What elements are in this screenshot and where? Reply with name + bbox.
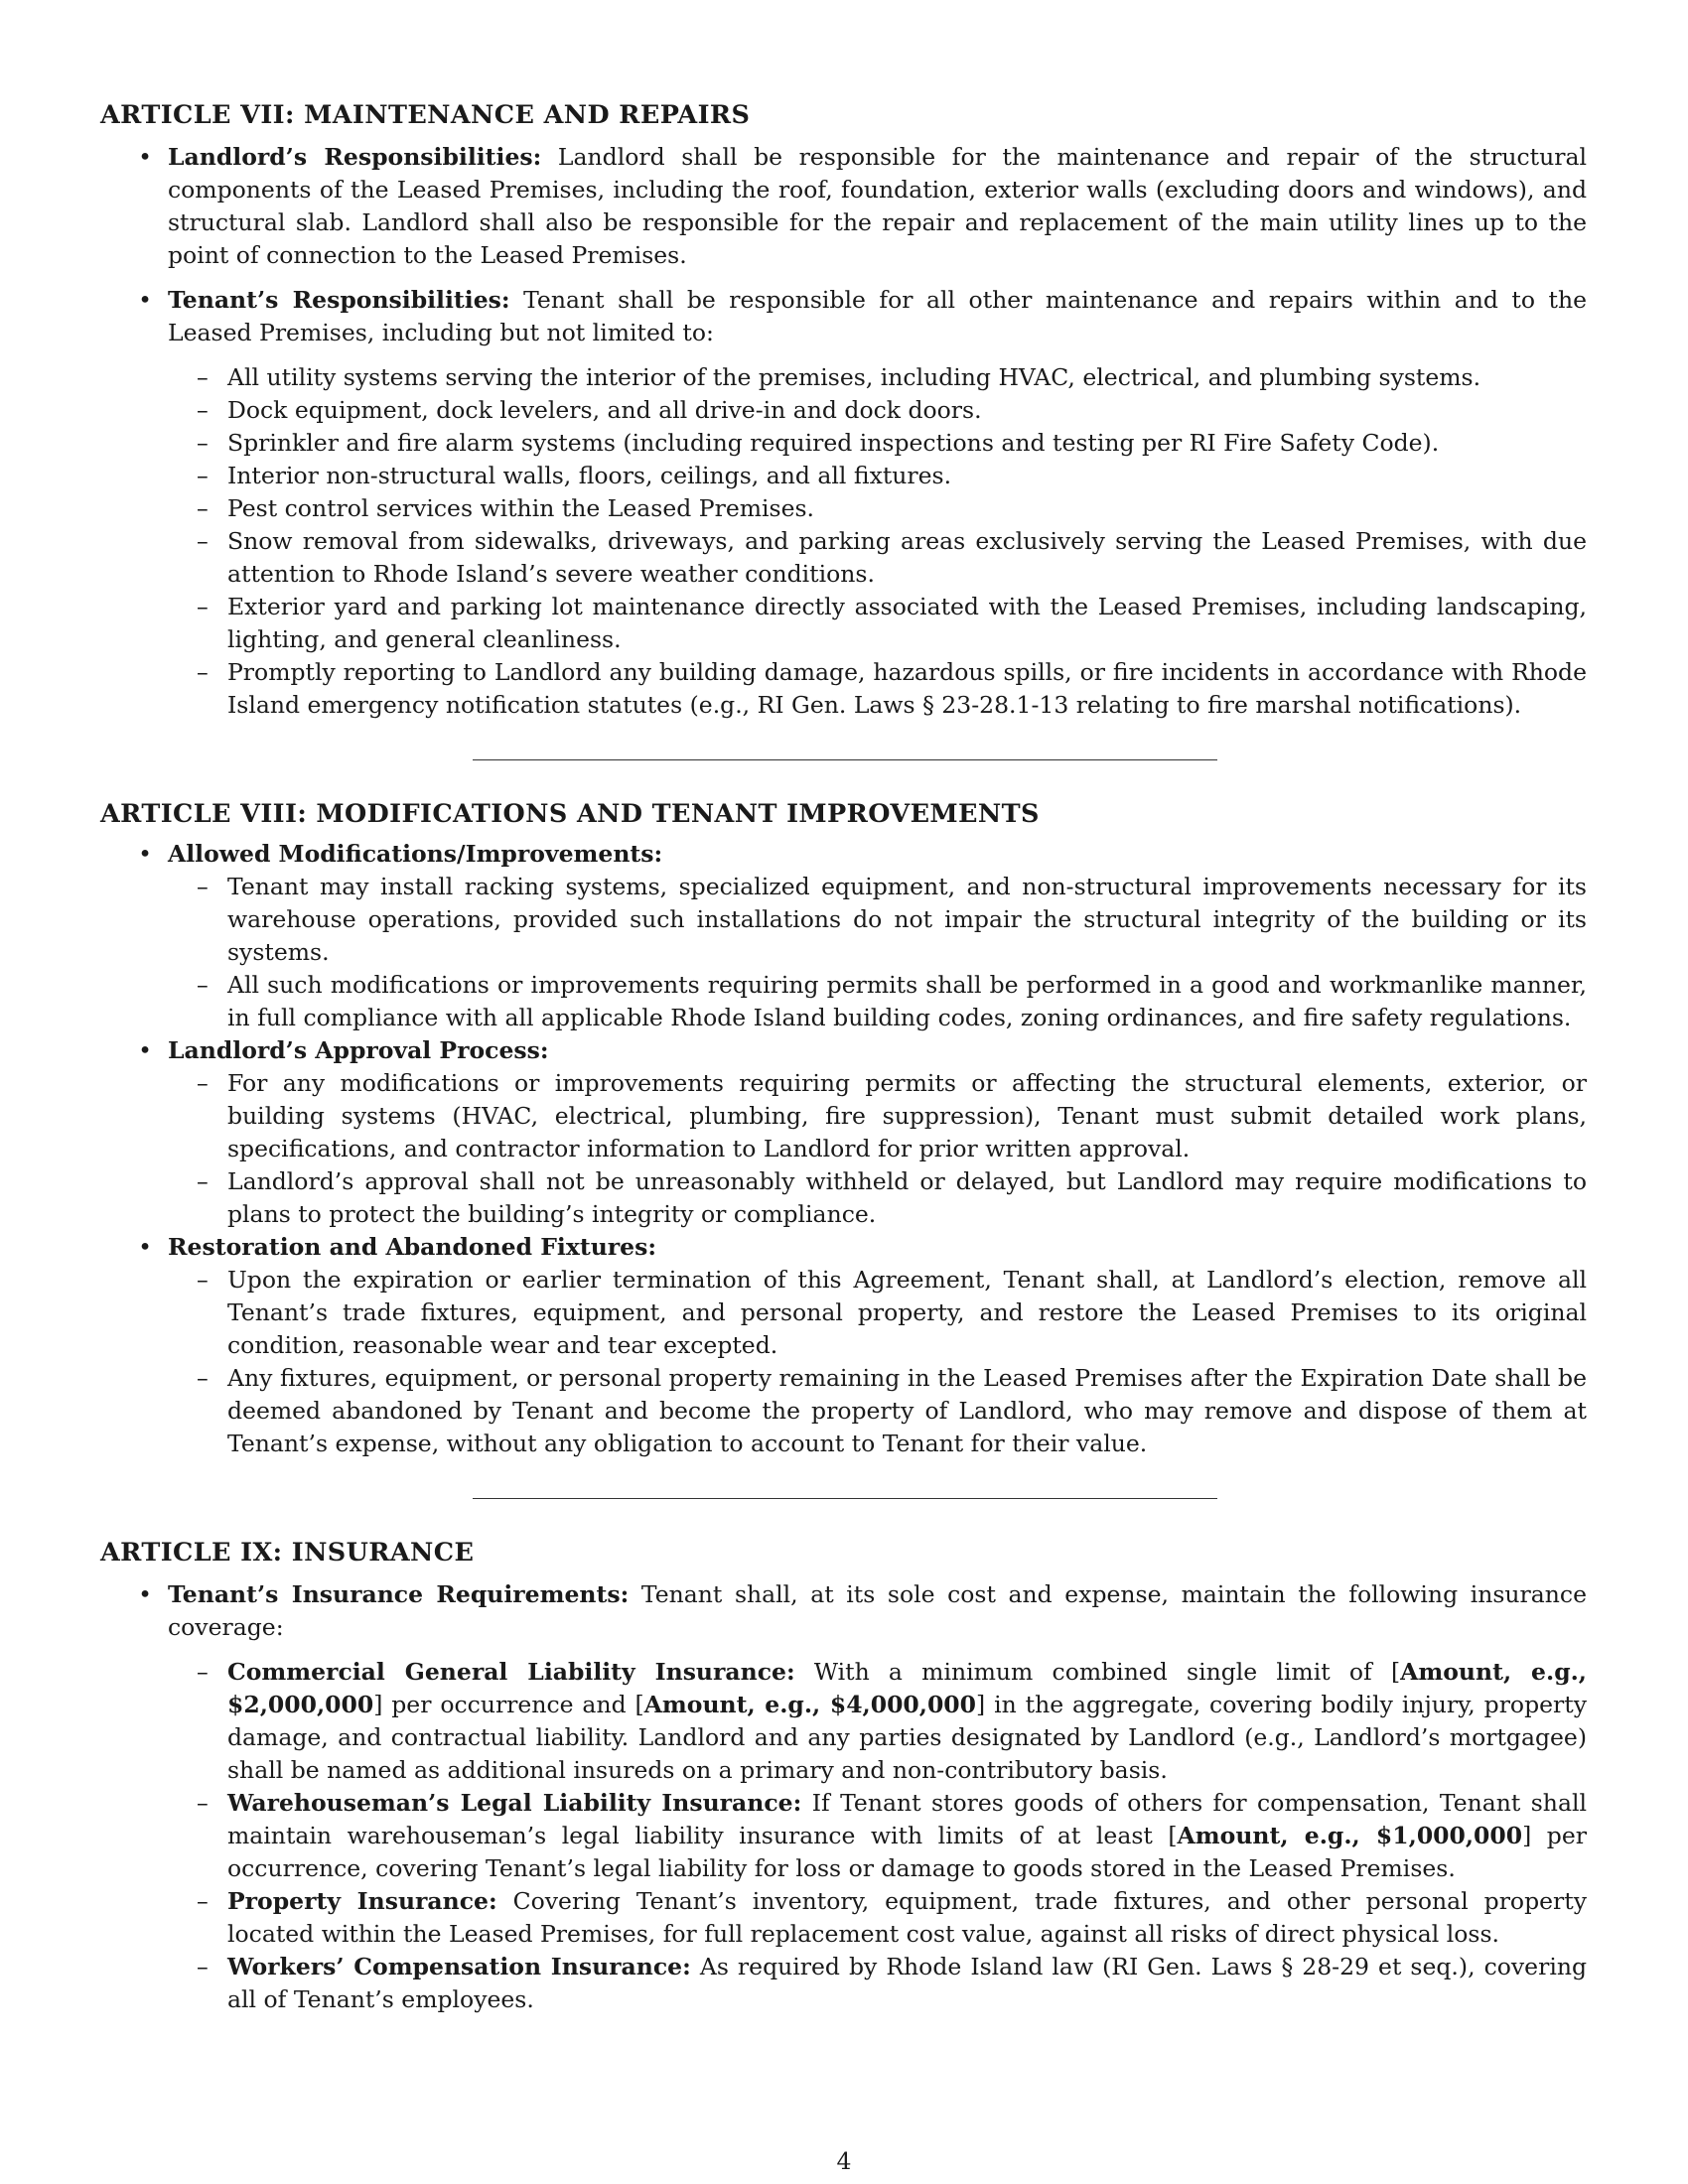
bullet-icon: • [138, 1580, 152, 1608]
item-label: Allowed Modifications/Improvements: [168, 840, 663, 868]
bullet-list [100, 1231, 1587, 1264]
article-viii [100, 794, 1587, 1460]
item-label: Tenant’s Insurance Requirements: [168, 1580, 630, 1608]
sub-item [100, 1067, 1587, 1165]
sub-item [100, 460, 1587, 492]
bullet-icon: • [138, 286, 152, 314]
sub-item-text: Sprinkler and fire alarm systems (including required inspections and testing per RI Fire Safety Code). [227, 429, 1440, 457]
sub-list [100, 871, 1587, 1034]
sub-item-label: Property Insurance: [227, 1887, 497, 1915]
item-label: Landlord’s Approval Process: [168, 1036, 549, 1064]
sub-item-text: Promptly reporting to Landlord any building damage, hazardous spills, or fire incidents in accordance with Rhode Island emergency notification statutes (e.g., RI Gen. Laws § 23-28.1-13 relating to fire marshal notifications). [227, 658, 1587, 719]
sub-item [100, 1264, 1587, 1362]
article-vii [100, 95, 1587, 722]
sub-item [100, 1885, 1587, 1951]
paragraph [168, 1578, 1587, 1644]
bullet-list [100, 141, 1587, 349]
item-text: Tenant shall be responsible for all other maintenance and repairs within and to the Leased Premises, including but not limited to: [168, 286, 1587, 346]
sub-item [100, 656, 1587, 722]
sub-item-text: Snow removal from sidewalks, driveways, and parking areas exclusively serving the Leased Premises, with due attention to Rhode Island’s severe weather conditions. [227, 527, 1587, 588]
sub-list [100, 1067, 1587, 1231]
sub-list [100, 361, 1587, 722]
sub-item [100, 492, 1587, 525]
dash-icon: – [197, 1069, 209, 1097]
sub-item [100, 525, 1587, 591]
sub-item-text: As required by Rhode Island law (RI Gen. Laws § 28-29 et seq.), covering all of Tenant’s employees. [227, 1953, 1588, 2013]
dash-icon: – [197, 429, 209, 457]
item-text: Landlord shall be responsible for the maintenance and repair of the structural components of the Leased Premises, including the roof, foundation, exterior walls (excluding doors and windows), and structural slab. Landlord shall also be responsible for the repair and replacement of the main utility lines up to the point of connection to the Leased Premises. [168, 143, 1587, 269]
sub-item [100, 1656, 1587, 1787]
dash-icon: – [197, 1364, 209, 1392]
sub-item-text: All such modifications or improvements requiring permits shall be performed in a good and workmanlike manner, in full compliance with all applicable Rhode Island building codes, zoning ordinances, and fire safety regulations. [227, 971, 1587, 1031]
article-ix [100, 1533, 1587, 2016]
sub-item [100, 591, 1587, 656]
dash-icon: – [197, 1789, 209, 1817]
item-label: Tenant’s Responsibilities: [168, 286, 510, 314]
sub-item-text: Tenant may install racking systems, specialized equipment, and non-structural improvements necessary for its warehouse operations, provided such installations do not impair the structural integrity of the building or its systems. [227, 873, 1587, 966]
bullet-icon: • [138, 1036, 152, 1064]
section-divider [473, 1498, 1217, 1499]
sub-item-text: ] in the aggregate, covering bodily injury, property damage, and contractual liability. Landlord and any parties designated by Landlord (e.g., Landlord’s mortgagee) shall be named as additional insureds on a primary and non-contributory basis. [227, 1691, 1587, 1784]
page-number: 4 [836, 2147, 852, 2175]
dash-icon: – [197, 593, 209, 620]
list-item [100, 838, 1587, 871]
sub-item-text: Upon the expiration or earlier termination of this Agreement, Tenant shall, at Landlord’s election, remove all Tenant’s trade fixtures, equipment, and personal property, and restore the Leased Premises to its original condition, reasonable wear and tear excepted. [227, 1266, 1587, 1359]
sub-item-text: Landlord’s approval shall not be unreasonably withheld or delayed, but Landlord may require modifications to plans to protect the building’s integrity or compliance. [227, 1167, 1587, 1228]
sub-item [100, 361, 1587, 394]
sub-item [100, 871, 1587, 969]
sub-item [100, 1787, 1587, 1885]
article-heading: ARTICLE IX: INSURANCE [100, 1538, 475, 1568]
sub-item [100, 1362, 1587, 1460]
sub-item-text: For any modifications or improvements requiring permits or affecting the structural elements, exterior, or building systems (HVAC, electrical, plumbing, fire suppression), Tenant must submit detailed work plans, specifications, and contractor information to Landlord for prior written approval. [227, 1069, 1587, 1162]
list-item [100, 284, 1587, 349]
sub-item-text: With a minimum combined single limit of [ [794, 1658, 1401, 1686]
dash-icon: – [197, 527, 209, 555]
bullet-icon: • [138, 1233, 152, 1261]
dash-icon: – [197, 363, 209, 391]
bullet-list [100, 1034, 1587, 1067]
list-item [100, 1231, 1587, 1264]
amount-placeholder: Amount, e.g., $1,000,000 [1177, 1822, 1523, 1849]
sub-item-label: Warehouseman’s Legal Liability Insurance: [227, 1789, 802, 1817]
item-label: Restoration and Abandoned Fixtures: [168, 1233, 657, 1261]
article-heading: ARTICLE VII: MAINTENANCE AND REPAIRS [100, 100, 751, 130]
dash-icon: – [197, 396, 209, 424]
sub-item-text: ] per occurrence, covering Tenant’s legal liability for loss or damage to goods stored in the Leased Premises. [227, 1822, 1587, 1882]
article-heading: ARTICLE VIII: MODIFICATIONS AND TENANT IMPROVEMENTS [100, 799, 1040, 829]
dash-icon: – [197, 1266, 209, 1294]
section-divider [473, 759, 1217, 760]
sub-item [100, 427, 1587, 460]
amount-placeholder: Amount, e.g., $2,000,000 [227, 1658, 1587, 1718]
sub-item-text: Interior non-structural walls, floors, ceilings, and all fixtures. [227, 462, 952, 489]
dash-icon: – [197, 658, 209, 686]
document-page [100, 95, 1587, 2016]
bullet-list [100, 1578, 1587, 1644]
sub-item [100, 969, 1587, 1034]
sub-item-text: Any fixtures, equipment, or personal property remaining in the Leased Premises after the Expiration Date shall be deemed abandoned by Tenant and become the property of Landlord, who may remove and dispose of them at Tenant’s expense, without any obligation to account to Tenant for their value. [227, 1364, 1587, 1457]
sub-item [100, 1951, 1587, 2016]
amount-placeholder: Amount, e.g., $4,000,000 [643, 1691, 977, 1718]
sub-item-text: Dock equipment, dock levelers, and all drive-in and dock doors. [227, 396, 982, 424]
sub-item-text: Exterior yard and parking lot maintenance directly associated with the Leased Premises, including landscaping, lighting, and general cleanliness. [227, 593, 1587, 653]
sub-item [100, 1165, 1587, 1231]
sub-item-text: Covering Tenant’s inventory, equipment, trade fixtures, and other personal property located within the Leased Premises, for full replacement cost value, against all risks of direct physical loss. [227, 1887, 1587, 1948]
dash-icon: – [197, 971, 209, 999]
bullet-list [100, 838, 1587, 871]
sub-item-text: ] per occurrence and [ [373, 1691, 644, 1718]
item-text: Tenant shall, at its sole cost and expense, maintain the following insurance coverage: [168, 1580, 1587, 1641]
sub-item-text: All utility systems serving the interior of the premises, including HVAC, electrical, and plumbing systems. [227, 363, 1481, 391]
bullet-icon: • [138, 143, 152, 171]
sub-item-text: Pest control services within the Leased Premises. [227, 494, 815, 522]
sub-item-text: If Tenant stores goods of others for compensation, Tenant shall maintain warehouseman’s legal liability insurance with limits of at least [ [227, 1789, 1587, 1849]
sub-list [100, 1264, 1587, 1460]
sub-list [100, 1656, 1587, 2016]
dash-icon: – [197, 873, 209, 900]
list-item [100, 141, 1587, 272]
dash-icon: – [197, 1167, 209, 1195]
paragraph [168, 141, 1587, 272]
paragraph [168, 284, 1587, 349]
list-item [100, 1034, 1587, 1067]
item-label: Landlord’s Responsibilities: [168, 143, 542, 171]
sub-item-label: Commercial General Liability Insurance: [227, 1658, 795, 1686]
dash-icon: – [197, 462, 209, 489]
sub-item-label: Workers’ Compensation Insurance: [227, 1953, 691, 1980]
bullet-icon: • [138, 840, 152, 868]
dash-icon: – [197, 1953, 209, 1980]
list-item [100, 1578, 1587, 1644]
dash-icon: – [197, 1658, 209, 1686]
sub-item [100, 394, 1587, 427]
dash-icon: – [197, 1887, 209, 1915]
dash-icon: – [197, 494, 209, 522]
